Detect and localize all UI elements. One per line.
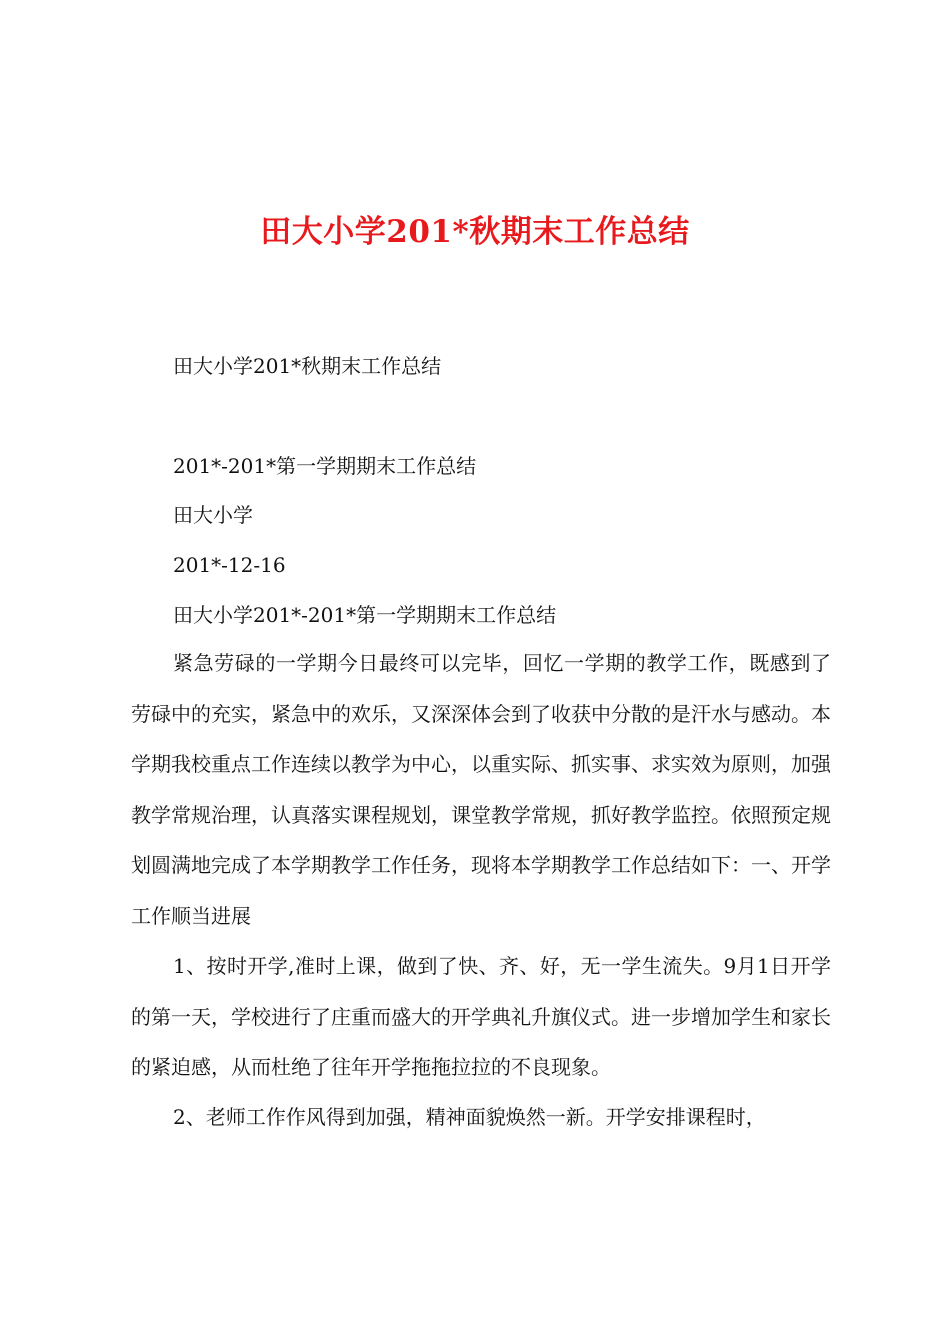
paragraph-intro: 紧急劳碌的一学期今日最终可以完毕，回忆一学期的教学工作，既感到了劳碌中的充实，紧急中的欢乐，又深深体会到了收获中分散的是汗水与感动。本学期我校重点工作连续以教学为中心，以重实际、抓实事、求实效为原则，加强教学常规治理，认真落实课程规划，课堂教学常规，抓好教学监控。依照预定规划圆满地完成了本学期教学工作任务，现将本学期教学工作总结如下：一、开学工作顺当进展 <box>131 651 831 928</box>
full-heading: 田大小学201*-201*第一学期期末工作总结 <box>173 603 557 627</box>
paragraph-item-1: 1、按时开学,准时上课，做到了快、齐、好，无一学生流失。9月1日开学的第一天，学校进行了庄重而盛大的开学典礼升旗仪式。进一步增加学生和家长的紧迫感，从而杜绝了往年开学拖拖拉拉的不良现象。 <box>131 954 831 1079</box>
school-name: 田大小学 <box>173 503 253 527</box>
paragraph-item-2: 2、老师工作作风得到加强，精神面貌焕然一新。开学安排课程时， <box>173 1105 766 1129</box>
document-title: 田大小学201*秋期末工作总结 <box>260 214 690 250</box>
document-date: 201*-12-16 <box>173 553 286 577</box>
document-subtitle: 田大小学201*秋期末工作总结 <box>173 354 442 378</box>
term-heading: 201*-201*第一学期期末工作总结 <box>173 454 477 478</box>
